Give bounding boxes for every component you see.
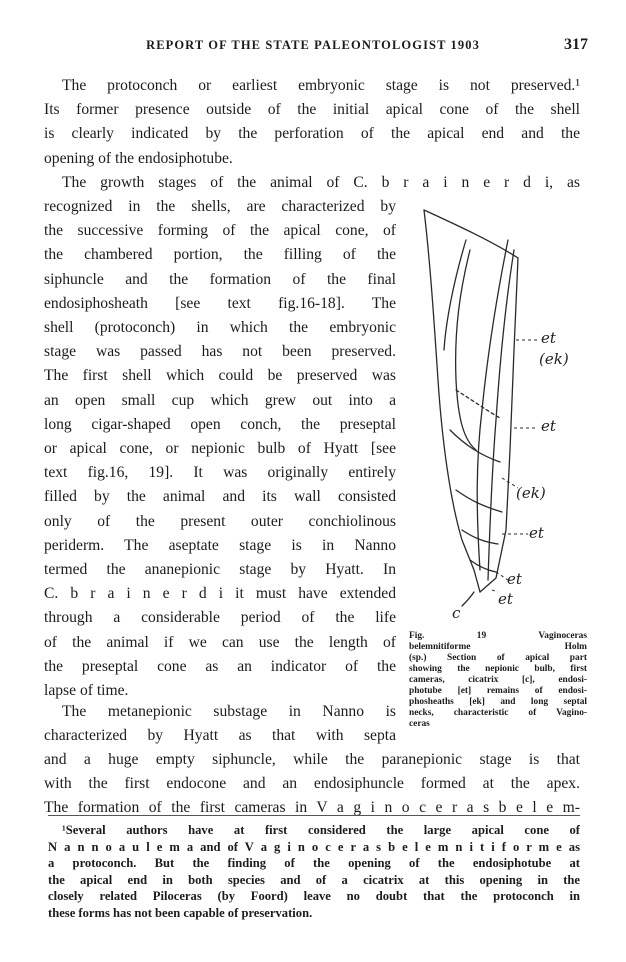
text-line: long cigar-shaped open conch, the preseptal — [44, 415, 396, 433]
footnote-line: a protoconch. But the finding of the opening of the endosiphotube at — [48, 856, 580, 871]
footnote-line: ¹Several authors have at first considered the large apical cone of — [62, 823, 580, 837]
paragraph-2-column — [44, 195, 396, 703]
label-et: et — [541, 417, 556, 435]
caption-line: belemnitiforme Holm — [409, 642, 587, 652]
caption-line: ceras — [409, 719, 430, 729]
footnote-line: N a n n o a u l e m a and of V a g i n o c e r a s b e l e m n i t i f o r m e as — [48, 839, 580, 854]
text-line: only of the present outer conchiolinous — [44, 512, 396, 530]
text-line: termed the ananepionic stage by Hyatt. In — [44, 561, 396, 579]
page-number: 317 — [564, 36, 588, 53]
text-line: C. b r a i n e r d i it must have extended — [44, 585, 396, 603]
caption-line: cameras, cicatrix [c], endosi- — [409, 675, 587, 685]
footnote-line: these forms has not been capable of preservation. — [48, 905, 313, 920]
label-et: et — [498, 590, 513, 608]
text-line: siphuncle and the formation of the final — [44, 270, 396, 288]
text-line: The metanepionic substage in Nanno is — [62, 703, 396, 720]
text-line: the chambered portion, the filling of the — [44, 246, 396, 264]
caption-line: (sp.) Section of apical part — [409, 653, 587, 663]
text-line: lapse of time. — [44, 682, 129, 700]
text-line: through a considerable period of the life — [44, 609, 396, 627]
text-line: filled by the animal and its wall consisted — [44, 488, 396, 506]
text-line: is clearly indicated by the perforation of the apical end and the — [44, 125, 580, 143]
caption-line: photube [et] remains of endosi- — [409, 686, 587, 696]
label-et: et — [507, 570, 522, 588]
text-line: of the animal if we can use the length of — [44, 633, 396, 651]
text-line: shell (protoconch) in which the embryonic — [44, 319, 396, 337]
caption-line: necks, characteristic of Vagino- — [409, 708, 587, 718]
text-line: the preseptal cone as an indicator of the — [44, 657, 396, 675]
footnote-line: the apical end in both species and of a cicatrix at this opening in the — [48, 872, 580, 887]
paragraph-2-opening — [44, 171, 580, 195]
label-c: c — [452, 604, 461, 622]
text-line: The formation of the first cameras in V a g i n o c e r a s b e l e m- — [44, 799, 580, 817]
paragraph-3-continuation — [44, 748, 580, 821]
text-line: The protoconch or earliest embryonic stage is not preserved.¹ — [62, 77, 580, 94]
text-line: The first shell which could be preserved was — [44, 367, 396, 385]
paragraph-3-column — [44, 700, 396, 748]
footnote-line: closely related Piloceras (by Foord) leave no doubt that the protoconch in — [48, 889, 580, 904]
text-line: periderm. The aseptate stage is in Nanno — [44, 536, 396, 554]
running-head — [0, 36, 626, 60]
text-line: text fig.16, 19]. It was originally entirely — [44, 464, 396, 482]
label-et: et — [529, 524, 544, 542]
caption-line: phosheaths [ek] and long septal — [409, 697, 587, 707]
running-head-title: REPORT OF THE STATE PALEONTOLOGIST 1903 — [146, 38, 480, 52]
caption-line: showing the nepionic bulb, first — [409, 664, 587, 674]
text-line: or apical cone, or nepionic bulb of Hyatt [see — [44, 440, 396, 458]
label-et: et — [541, 329, 556, 347]
text-line: the successive forming of the apical cone, of — [44, 222, 396, 240]
text-line: endosiphosheath [see text fig.16-18]. The — [44, 294, 396, 312]
label-ek: (ek) — [516, 484, 546, 502]
caption-line: Fig. 19 Vaginoceras — [409, 631, 587, 641]
text-line: characterized by Hyatt as that with septa — [44, 727, 396, 745]
figure-19-drawing — [410, 200, 600, 625]
text-line: opening of the endosiphotube. — [44, 149, 233, 167]
paragraph-1 — [44, 74, 580, 171]
text-line: Its former presence outside of the initial apical cone of the shell — [44, 101, 580, 119]
figure-caption — [409, 631, 587, 730]
shell-section-illustration — [410, 200, 600, 625]
text-line: The growth stages of the animal of C. b r a i n e r d i, as — [62, 174, 580, 191]
label-ek: (ek) — [539, 350, 569, 368]
text-line: an open small cup which grew out into a — [44, 391, 396, 409]
footnote — [48, 822, 580, 922]
text-line: recognized in the shells, are characterized by — [44, 198, 396, 215]
text-line: with the first endocone and an endosiphuncle formed at the apex. — [44, 775, 580, 793]
footnote-divider — [48, 815, 580, 816]
text-line: and a huge empty siphuncle, while the paranepionic stage is that — [44, 751, 580, 768]
text-line: stage was passed has not been preserved. — [44, 343, 396, 361]
